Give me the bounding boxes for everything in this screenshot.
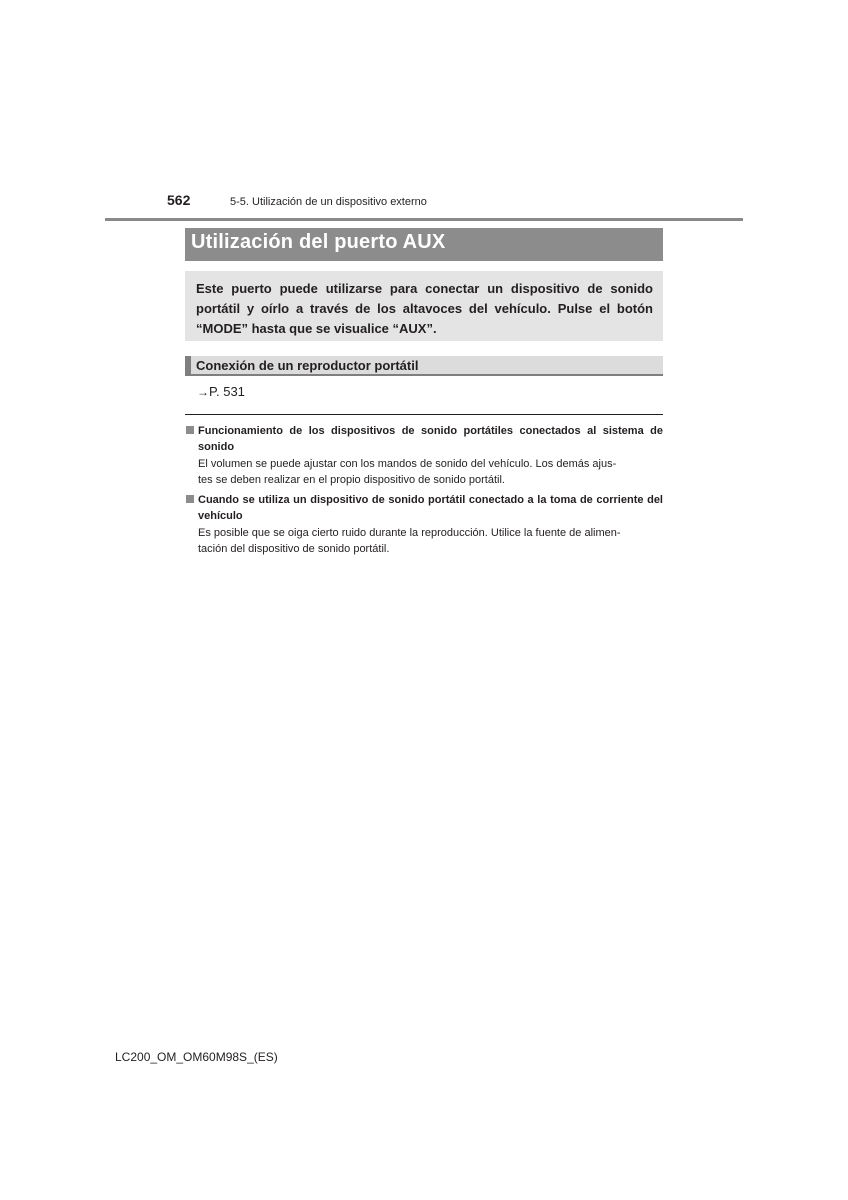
section-heading: Conexión de un reproductor portátil xyxy=(196,358,419,373)
note-heading xyxy=(185,423,663,455)
note-body-line: El volumen se puede ajustar con los mandos de sonido del vehículo. Los demás ajus- xyxy=(198,458,617,470)
note-body xyxy=(185,525,663,557)
page-reference-text: P. 531 xyxy=(209,384,245,399)
note-item xyxy=(185,492,663,557)
footer-code: LC200_OM_OM60M98S_(ES) xyxy=(115,1050,278,1064)
square-bullet-icon xyxy=(186,426,194,434)
note-heading xyxy=(185,492,663,524)
breadcrumb: 5-5. Utilización de un dispositivo externo xyxy=(230,196,427,208)
note-body xyxy=(185,456,663,488)
title-bar xyxy=(185,228,663,261)
page-title: Utilización del puerto AUX xyxy=(191,231,446,253)
intro-box xyxy=(185,271,663,341)
note-heading-text: Funcionamiento de los dispositivos de sonido portátiles conectados al sistema de sonido xyxy=(198,425,663,453)
note-body-line: Es posible que se oiga cierto ruido durante la reproducción. Utilice la fuente de alimen- xyxy=(198,527,621,539)
note-heading-text: Cuando se utiliza un dispositivo de sonido portátil conectado a la toma de corriente del vehículo xyxy=(198,494,663,522)
page-number: 562 xyxy=(167,192,191,208)
square-bullet-icon xyxy=(186,495,194,503)
page-header xyxy=(105,190,743,221)
note-item xyxy=(185,423,663,488)
arrow-right-icon: → xyxy=(197,385,209,399)
note-body-line: tes se deben realizar en el propio dispositivo de sonido portátil. xyxy=(198,474,505,486)
divider xyxy=(185,414,663,415)
section-heading-bar xyxy=(185,356,663,376)
intro-text: Este puerto puede utilizarse para conectar un dispositivo de sonido portátil y oírlo a través de los altavoces del vehículo. Pulse el botón “MODE” hasta que se visualice “AUX”. xyxy=(196,281,653,336)
page-reference[interactable] xyxy=(197,384,245,399)
notes xyxy=(185,423,663,561)
note-body-line: tación del dispositivo de sonido portátil. xyxy=(198,543,390,555)
